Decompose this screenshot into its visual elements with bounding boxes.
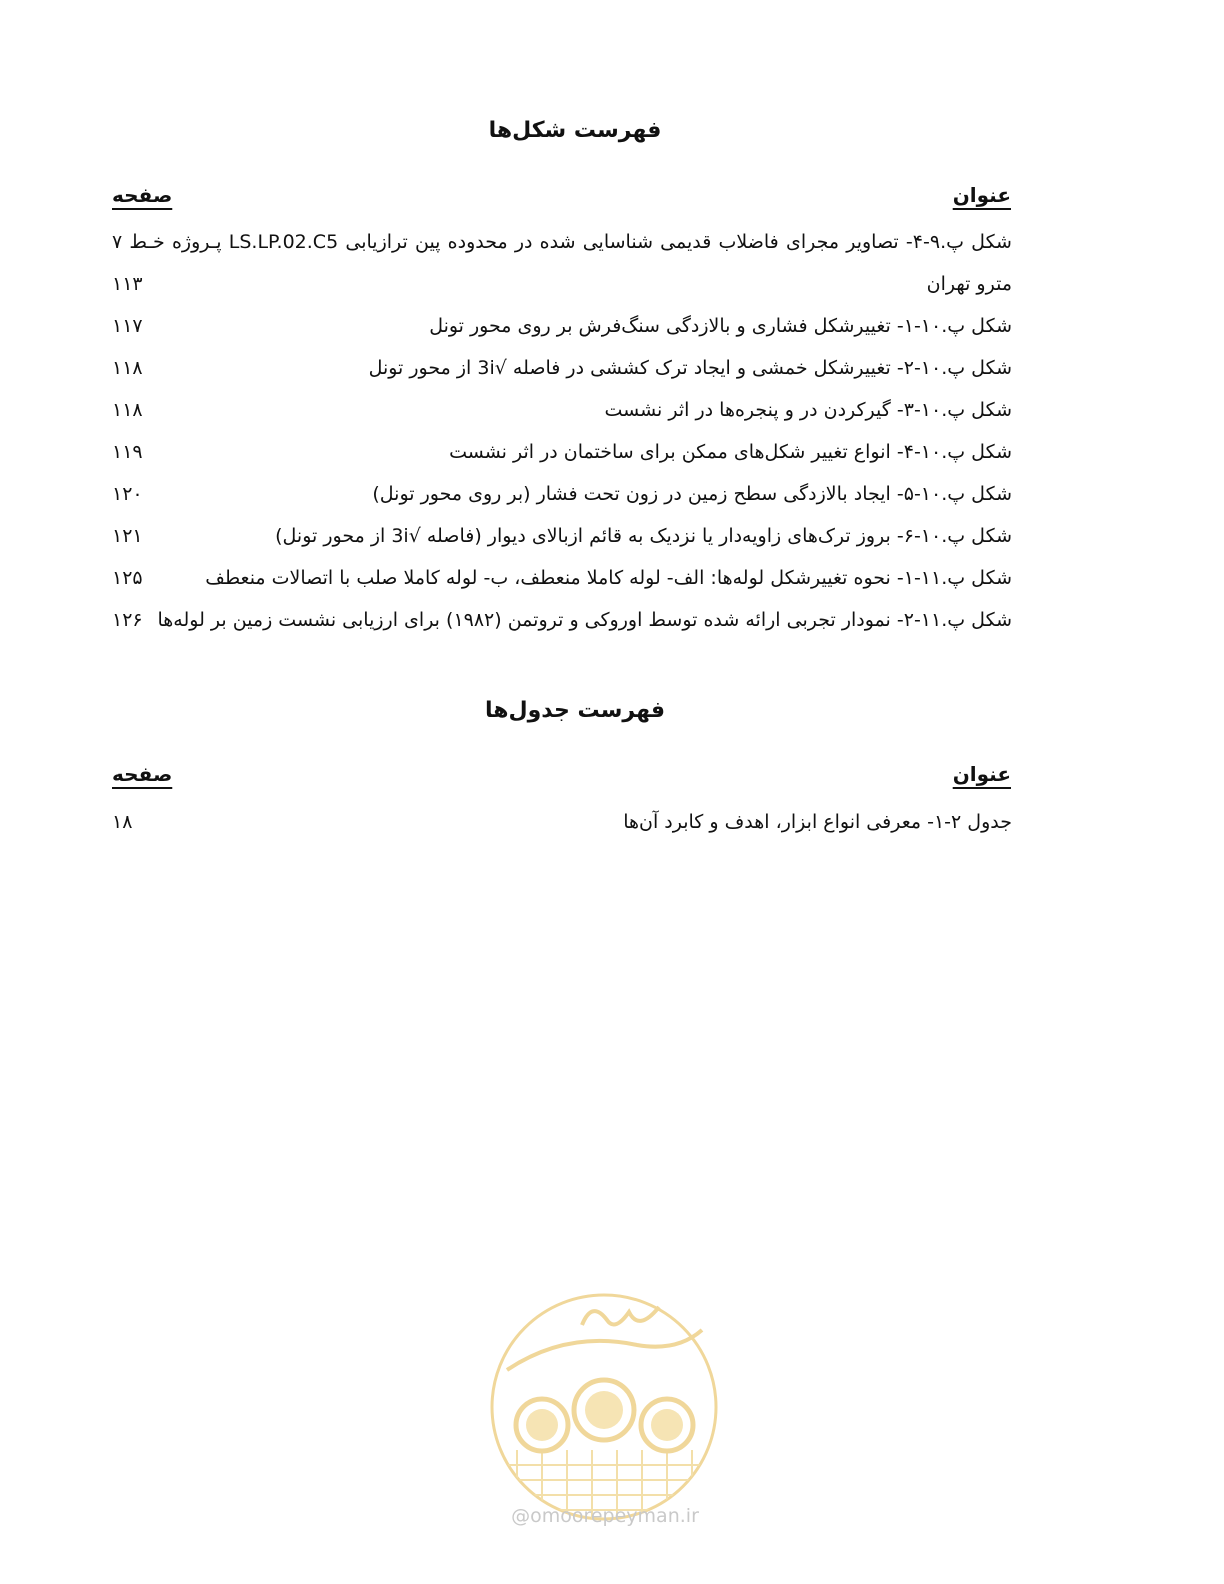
figure-entry-title: شکل پ.۱۱-۱- نحوه تغییرشکل لوله‌ها: الف- لوله کاملا منعطف، ب- لوله کاملا صلب با اتصالات منعطف (205, 567, 1012, 589)
figure-entry-continuation[interactable] (112, 273, 1012, 313)
figure-entry-page: ۱۲۰ (112, 483, 143, 505)
tables-title-column-header: عنوان (952, 762, 1011, 786)
figure-entry-title-continued: مترو تهران (926, 273, 1012, 295)
table-entry[interactable] (112, 811, 1012, 851)
figure-entry-page: ۱۲۶ (112, 609, 143, 631)
figure-entry-title: شکل پ.۱۰-۱- تغییرشکل فشاری و بالازدگی سنگ‌فرش بر روی محور تونل (429, 315, 1012, 337)
figure-entry-title: شکل پ.۹-۴- تصاویر مجرای فاضلاب قدیمی شناسایی شده در محدوده پین ترازیابی LS.LP.02.C5 پـروژه خـط ۷ (112, 231, 1012, 253)
watermark-logo (487, 1290, 721, 1524)
figure-entry[interactable] (112, 483, 1012, 523)
tables-page-column-header: صفحه (112, 762, 173, 786)
figure-entry-page: ۱۱۹ (112, 441, 143, 463)
figures-page-column-header: صفحه (112, 183, 173, 207)
figures-heading: فهرست شکل‌ها (488, 118, 662, 143)
figure-entry[interactable] (112, 399, 1012, 439)
figure-entry-page: ۱۱۳ (112, 273, 143, 295)
figure-entry-page: ۱۲۱ (112, 525, 143, 547)
figure-entry[interactable] (112, 315, 1012, 355)
figure-entry-title: شکل پ.۱۰-۳- گیرکردن در و پنجره‌ها در اثر نشست (604, 399, 1012, 421)
figure-entry-title: شکل پ.۱۰-۲- تغییرشکل خمشی و ایجاد ترک کششی در فاصله √3i از محور تونل (368, 357, 1012, 379)
figures-title-column-header: عنوان (952, 183, 1011, 207)
figure-entry[interactable] (112, 525, 1012, 565)
figure-entry-page: ۱۱۸ (112, 357, 143, 379)
figure-entry-title: شکل پ.۱۱-۲- نمودار تجربی ارائه شده توسط اوروکی و تروتمن (۱۹۸۲) برای ارزیابی نشست زمین بر لوله‌ها (157, 609, 1012, 631)
figure-entry[interactable] (112, 609, 1012, 649)
figure-entry-page: ۱۲۵ (112, 567, 143, 589)
table-entry-page: ۱۸ (112, 811, 133, 833)
figure-entry[interactable] (112, 357, 1012, 397)
figure-entry[interactable] (112, 441, 1012, 481)
watermark-caption: @omoorepeyman.ir (511, 1505, 699, 1527)
table-entry-title: جدول ۲-۱- معرفی انواع ابزار، اهدف و کابرد آن‌ها (623, 811, 1012, 833)
figure-entry-title: شکل پ.۱۰-۶- بروز ترک‌های زاویه‌دار یا نزدیک به قائم ازبالای دیوار (فاصله √3i از محور تونل) (275, 525, 1012, 547)
tables-heading: فهرست جدول‌ها (484, 698, 666, 723)
figure-entry-page: ۱۱۷ (112, 315, 143, 337)
figure-entry[interactable] (112, 231, 1012, 271)
figure-entry[interactable] (112, 567, 1012, 607)
figure-entry-page: ۱۱۸ (112, 399, 143, 421)
figure-entry-title: شکل پ.۱۰-۴- انواع تغییر شکل‌های ممکن برای ساختمان در اثر نشست (449, 441, 1012, 463)
figure-entry-title: شکل پ.۱۰-۵- ایجاد بالازدگی سطح زمین در زون تحت فشار (بر روی محور تونل) (372, 483, 1012, 505)
